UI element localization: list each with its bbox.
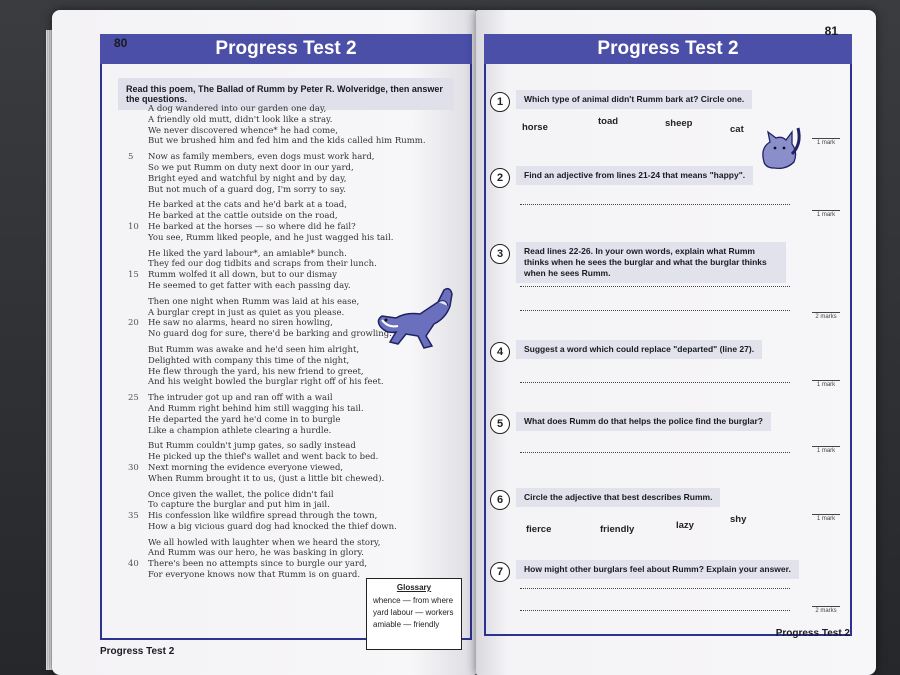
question-text: Which type of animal didn't Rumm bark at? Circle one.	[516, 90, 752, 109]
answer-line[interactable]	[520, 452, 790, 453]
poem-line: We never discovered whence* he had come,	[148, 125, 338, 136]
question-text: How might other burglars feel about Rumm? Explain your answer.	[516, 560, 799, 579]
poem-line: He saw no alarms, heard no siren howling,	[148, 318, 333, 329]
question-text: Find an adjective from lines 21-24 that means "happy".	[516, 166, 753, 185]
glossary-title: Glossary	[396, 583, 432, 592]
poem-line: His confession like wildfire spread through the town,	[148, 511, 378, 522]
question-number: 4	[490, 342, 510, 362]
poem-line: Then one night when Rumm was laid at his ease,	[148, 296, 360, 307]
question-text: Circle the adjective that best describes Rumm.	[516, 488, 720, 507]
mark-label: 1 mark	[812, 514, 840, 522]
poem-line: Rumm wolfed it all down, but to our dismay	[148, 270, 337, 281]
poem-line: But Rumm couldn't jump gates, so sadly instead	[148, 441, 356, 452]
poem-line: When Rumm brought it to us, (just a little bit chewed).	[148, 473, 385, 484]
answer-option-fierce[interactable]: fierce	[526, 524, 552, 535]
answer-option-cat[interactable]: cat	[730, 124, 744, 135]
poem-stanza	[120, 441, 430, 484]
question-number: 3	[490, 244, 510, 264]
poem-line: For everyone knows now that Rumm is on guard.	[148, 570, 361, 581]
page-footer: Progress Test 2	[100, 646, 175, 657]
answer-line[interactable]	[520, 382, 790, 383]
poem-intro: Read this poem, The Ballad of Rumm by Peter R. Wolveridge, then answer the questions.	[118, 78, 454, 110]
dog-illustration-icon	[372, 284, 462, 354]
poem-line: He picked up the thief's wallet and went back to bed.	[148, 452, 379, 463]
line-number: 10	[128, 221, 139, 232]
answer-line[interactable]	[520, 588, 790, 589]
question-text: What does Rumm do that helps the police find the burglar?	[516, 412, 771, 431]
poem-line: Like a champion athlete clearing a hurdle.	[148, 425, 332, 436]
glossary-item: amiable — friendly	[373, 620, 440, 629]
poem-line: There's been no attempts since to burgle our yard,	[148, 559, 368, 570]
answer-option-lazy[interactable]: lazy	[676, 520, 694, 531]
poem-line: And Rumm right behind him still wagging his tail.	[148, 403, 364, 414]
mark-label: 1 mark	[812, 446, 840, 454]
question-number: 1	[490, 92, 510, 112]
poem-line: And his weight bowled the burglar right off of his feet.	[148, 377, 384, 388]
answer-line[interactable]	[520, 310, 790, 311]
poem-line: The intruder got up and ran off with a wail	[148, 393, 333, 404]
mark-label: 1 mark	[812, 210, 840, 218]
answer-line[interactable]	[520, 204, 790, 205]
question-number: 6	[490, 490, 510, 510]
poem-line: Delighted with company this time of the night,	[148, 355, 350, 366]
poem-line: He barked at the cats and he'd bark at a toad,	[148, 200, 347, 211]
poem-line: How a big vicious guard dog had knocked the thief down.	[148, 521, 397, 532]
line-number: 5	[128, 152, 134, 163]
poem-stanza	[120, 538, 430, 581]
poem-line: He departed the yard he'd come in to burgle	[148, 414, 341, 425]
poem-line: But not much of a guard dog, I'm sorry to say.	[148, 184, 346, 195]
poem-line: Bright eyed and watchful by night and by day,	[148, 173, 347, 184]
poem-line: We all howled with laughter when we heard the story,	[148, 537, 381, 548]
poem-line: Now as family members, even dogs must work hard,	[148, 152, 375, 163]
poem-line: And Rumm was our hero, he was basking in glory.	[148, 548, 364, 559]
cat-illustration-icon	[758, 122, 804, 172]
poem-line: A friendly old mutt, didn't look like a stray.	[148, 114, 333, 125]
mark-label: 2 marks	[812, 312, 840, 320]
poem-line: He barked at the cattle outside on the road,	[148, 211, 338, 222]
line-number: 35	[128, 511, 139, 522]
poem-line: He flew through the yard, his new friend to greet,	[148, 366, 364, 377]
answer-option-toad[interactable]: toad	[598, 116, 619, 127]
answer-line[interactable]	[520, 286, 790, 287]
page-footer: Progress Test 2	[775, 628, 850, 639]
poem-stanza	[120, 490, 430, 533]
poem-line: Next morning the evidence everyone viewed,	[148, 462, 344, 473]
right-page	[476, 10, 876, 675]
page-number: 80	[114, 36, 128, 50]
page-number: 81	[824, 24, 838, 38]
poem-line: He barked at the horses — so where did he fail?	[148, 221, 356, 232]
poem-line: Once given the wallet, the police didn't fail	[148, 489, 334, 500]
poem-stanza	[120, 200, 430, 243]
poem-stanza	[120, 152, 430, 195]
page-title: Progress Test 2	[100, 34, 472, 64]
poem-line: But Rumm was awake and he'd seen him alright,	[148, 344, 360, 355]
poem-line: To capture the burglar and put him in jail.	[148, 500, 330, 511]
answer-option-friendly[interactable]: friendly	[600, 524, 635, 535]
glossary-box	[366, 578, 462, 650]
glossary-item: yard labour — workers	[373, 608, 454, 617]
question-text: Suggest a word which could replace "departed" (line 27).	[516, 340, 762, 359]
answer-option-shy[interactable]: shy	[730, 514, 747, 525]
line-number: 30	[128, 462, 139, 473]
left-page	[52, 10, 476, 675]
answer-option-sheep[interactable]: sheep	[665, 118, 693, 129]
mark-label: 2 marks	[812, 606, 840, 614]
glossary-item: whence — from where	[373, 596, 454, 605]
poem-stanza	[120, 104, 430, 147]
mark-label: 1 mark	[812, 380, 840, 388]
poem-line: He seemed to get fatter with each passing day.	[148, 280, 351, 291]
mark-label: 1 mark	[812, 138, 840, 146]
page-title: Progress Test 2	[484, 34, 852, 64]
poem-stanza	[120, 393, 430, 436]
poem-line: They fed our dog tidbits and scraps from their lunch.	[148, 259, 377, 270]
poem-line: So we put Rumm on duty next door in our yard,	[148, 162, 354, 173]
question-text: Read lines 22-26. In your own words, explain what Rumm thinks when he sees the burglar and what the burglar thinks when he sees Rumm.	[516, 242, 786, 283]
poem-line: A dog wandered into our garden one day,	[148, 104, 327, 114]
answer-option-horse[interactable]: horse	[522, 122, 548, 133]
line-number: 40	[128, 559, 139, 570]
question-number: 5	[490, 414, 510, 434]
line-number: 15	[128, 270, 139, 281]
poem-line: No guard dog for sure, there'd be barking and growling.	[148, 329, 392, 340]
poem-line: But we brushed him and fed him and the kids called him Rumm.	[148, 136, 426, 147]
line-number: 20	[128, 318, 139, 329]
line-number: 25	[128, 393, 139, 404]
poem-line: You see, Rumm liked people, and he just wagged his tail.	[148, 232, 394, 243]
question-number: 2	[490, 168, 510, 188]
poem-line: He liked the yard labour*, an amiable* bunch.	[148, 248, 347, 259]
question-number: 7	[490, 562, 510, 582]
answer-line[interactable]	[520, 610, 790, 611]
poem-line: A burglar crept in just as quiet as you please.	[148, 307, 345, 318]
